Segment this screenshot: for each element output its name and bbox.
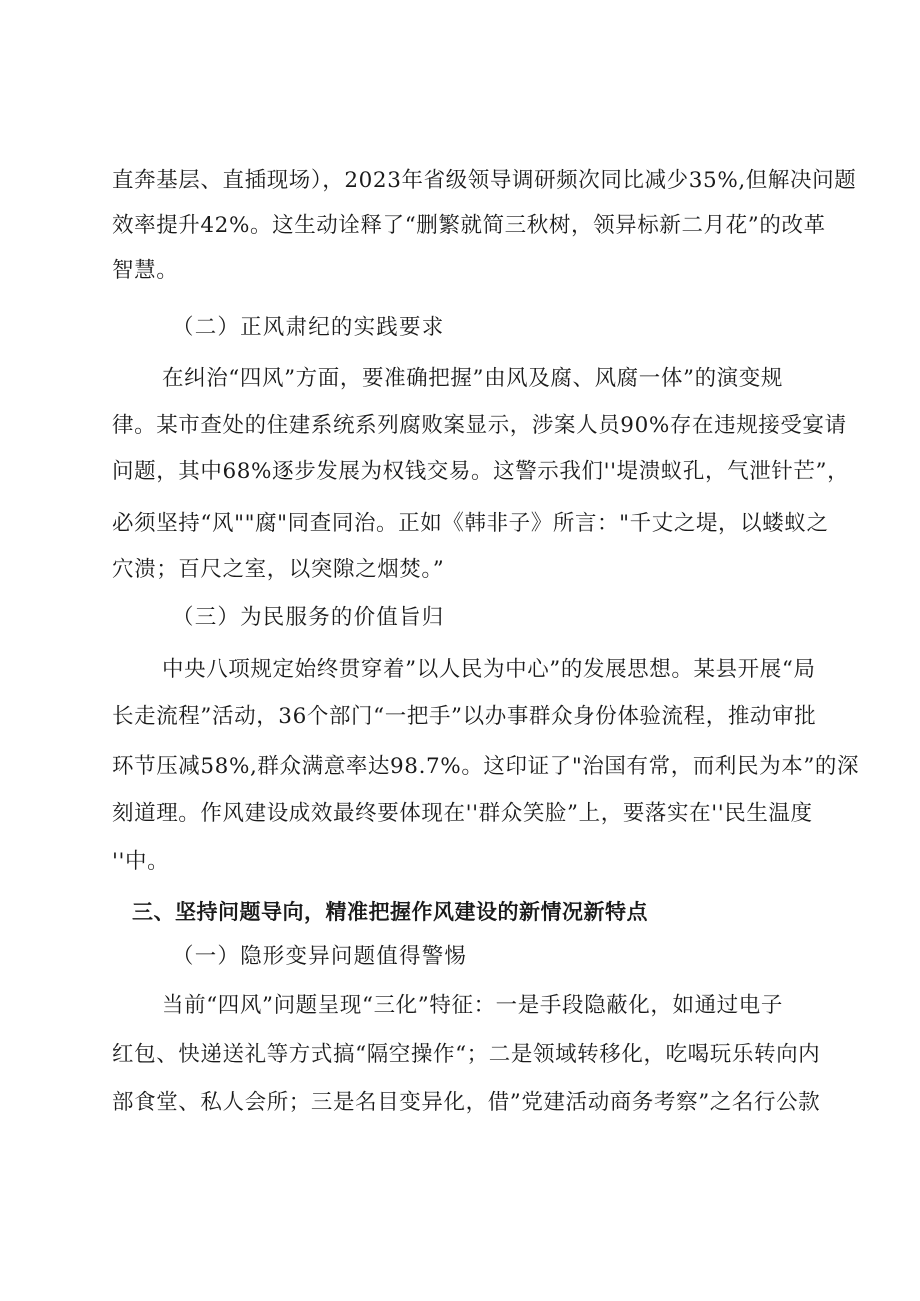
body-text-line: 环节压减58%,群众满意率达98.7%。这印证了"治国有常，而利民为本”的深 bbox=[112, 754, 860, 779]
body-text-line: 直奔基层、直插现场），2023年省级领导调研频次同比减少35%,但解决问题 bbox=[112, 168, 857, 193]
body-text-line: 中央八项规定始终贯穿着”以人民为中心”的发展思想。某县开展“局 bbox=[162, 657, 816, 682]
body-text-line: 智慧。 bbox=[112, 258, 179, 283]
body-text-line: 效率提升42%。这生动诠释了“删繁就简三秋树，领异标新二月花”的改革 bbox=[112, 213, 826, 238]
body-text-line: ''中。 bbox=[112, 849, 170, 874]
section-subheading: （一）隐形变异问题值得警惕 bbox=[172, 944, 468, 969]
body-text-line: 长走流程”活动，36个部门“一把手”以办事群众身份体验流程，推动审批 bbox=[112, 704, 817, 729]
body-text-line: 部食堂、私人会所；三是名目变异化，借”党建活动商务考察”之名行公款 bbox=[112, 1090, 821, 1115]
section-subheading: （三）为民服务的价值旨归 bbox=[172, 605, 445, 630]
body-text-line: 当前“四风”问题呈现“三化”特征：一是手段隐蔽化，如通过电子 bbox=[162, 993, 783, 1018]
section-heading: 三、坚持问题导向，精准把握作风建设的新情况新特点 bbox=[132, 900, 648, 924]
body-text-line: 在纠治“四风”方面，要准确把握”由风及腐、风腐一体”的演变规 bbox=[162, 366, 783, 391]
body-text-line: 穴溃；百尺之室，以突隙之烟焚。” bbox=[112, 557, 445, 582]
body-text-line: 刻道理。作风建设成效最终要体现在''群众笑脸”上，要落实在''民生温度 bbox=[112, 801, 813, 826]
body-text-line: 律。某市查处的住建系统系列腐败案显示，涉案人员90%存在违规接受宴请 bbox=[112, 413, 847, 438]
body-text-line: 问题，其中68%逐步发展为权钱交易。这警示我们''堤溃蚁孔，气泄针芒”， bbox=[112, 459, 850, 484]
body-text-line: 红包、快递送礼等方式搞“隔空操作“；二是领域转移化，吃喝玩乐转向内 bbox=[112, 1042, 821, 1067]
body-text-line: 必须坚持“风""腐"同查同治。正如《韩非子》所言："千丈之堤，以蝼蚁之 bbox=[112, 511, 829, 536]
section-subheading: （二）正风肃纪的实践要求 bbox=[172, 315, 445, 340]
